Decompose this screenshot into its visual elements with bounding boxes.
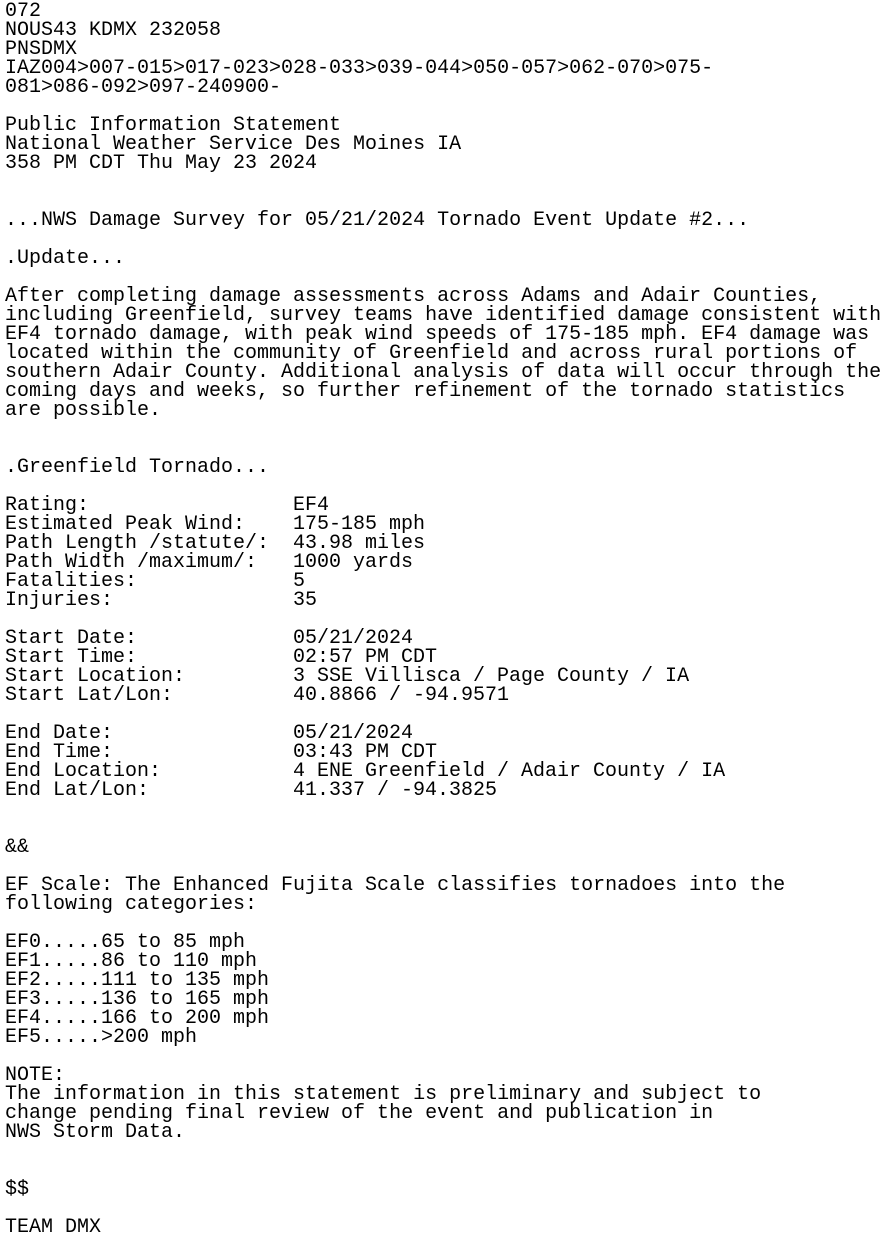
sequence-number: 072 bbox=[5, 0, 42, 23]
issuing-office: National Weather Service Des Moines IA bbox=[5, 133, 462, 156]
paragraph-line: located within the community of Greenfield and across rural portions of bbox=[5, 342, 858, 365]
blank-line bbox=[5, 1199, 885, 1218]
wmo-header: NOUS43 KDMX 232058 bbox=[5, 19, 222, 42]
blank-line bbox=[5, 705, 885, 724]
end-of-product-marker: $$ bbox=[5, 1178, 30, 1201]
note-line: The information in this statement is preliminary and subject to bbox=[5, 1083, 762, 1106]
field-label: Estimated Peak Wind: bbox=[5, 513, 246, 536]
ef-category: EF5.....>200 mph bbox=[5, 1026, 198, 1049]
field-label: Path Length /statute/: bbox=[5, 532, 270, 555]
field-label: Start Time: bbox=[5, 646, 138, 669]
ef-scale-intro-line: EF Scale: The Enhanced Fujita Scale classifies tornadoes into the bbox=[5, 874, 786, 897]
tornado-start-table bbox=[5, 629, 885, 705]
note-heading: NOTE: bbox=[5, 1064, 66, 1087]
ef-category: EF4.....166 to 200 mph bbox=[5, 1007, 270, 1030]
field-value: EF4 bbox=[293, 494, 330, 517]
field-value: 1000 yards bbox=[293, 551, 414, 574]
field-row-start-date bbox=[5, 629, 885, 648]
ugc-zones-line-1: IAZ004>007-015>017-023>028-033>039-044>050-057>062-070>075- bbox=[5, 57, 714, 80]
ef-category: EF0.....65 to 85 mph bbox=[5, 931, 246, 954]
paragraph-line: After completing damage assessments across Adams and Adair Counties, bbox=[5, 285, 822, 308]
ef-scale-intro-line: following categories: bbox=[5, 893, 258, 916]
ugc-zones-line-2: 081>086-092>097-240900- bbox=[5, 76, 282, 99]
section-separator: && bbox=[5, 836, 30, 859]
note-line: change pending final review of the event and publication in bbox=[5, 1102, 714, 1125]
awips-id: PNSDMX bbox=[5, 38, 78, 61]
tornado-end-table bbox=[5, 724, 885, 800]
field-label: End Lat/Lon: bbox=[5, 779, 150, 802]
blank-line bbox=[5, 1161, 885, 1180]
blank-line bbox=[5, 800, 885, 819]
field-value: 05/21/2024 bbox=[293, 627, 414, 650]
paragraph-line: EF4 tornado damage, with peak wind speeds of 175-185 mph. EF4 damage was bbox=[5, 323, 870, 346]
paragraph-line: including Greenfield, survey teams have identified damage consistent with bbox=[5, 304, 882, 327]
tornado-summary-table bbox=[5, 496, 885, 610]
field-value: 5 bbox=[293, 570, 306, 593]
blank-line bbox=[5, 420, 885, 439]
paragraph-line: coming days and weeks, so further refinement of the tornado statistics bbox=[5, 380, 846, 403]
paragraph-line: southern Adair County. Additional analysis of data will occur through the bbox=[5, 361, 882, 384]
update-paragraph bbox=[5, 287, 885, 420]
field-label: Injuries: bbox=[5, 589, 114, 612]
field-value: 40.8866 / -94.9571 bbox=[293, 684, 510, 707]
update-heading: .Update... bbox=[5, 247, 126, 270]
field-value: 41.337 / -94.3825 bbox=[293, 779, 498, 802]
field-label: Start Date: bbox=[5, 627, 138, 650]
field-value: 4 ENE Greenfield / Adair County / IA bbox=[293, 760, 726, 783]
blank-line bbox=[5, 230, 885, 249]
tornado-heading: .Greenfield Tornado... bbox=[5, 456, 270, 479]
field-label: End Date: bbox=[5, 722, 114, 745]
field-row-path-width bbox=[5, 553, 885, 572]
field-row-fatalities bbox=[5, 572, 885, 591]
field-row-injuries bbox=[5, 591, 885, 610]
field-value: 43.98 miles bbox=[293, 532, 426, 555]
field-value: 35 bbox=[293, 589, 318, 612]
paragraph-line: are possible. bbox=[5, 399, 162, 422]
field-label: Start Location: bbox=[5, 665, 186, 688]
field-label: Rating: bbox=[5, 494, 90, 517]
field-value: 03:43 PM CDT bbox=[293, 741, 438, 764]
blank-line bbox=[5, 477, 885, 496]
ef-scale-list bbox=[5, 933, 885, 1047]
field-label: End Time: bbox=[5, 741, 114, 764]
blank-line bbox=[5, 819, 885, 838]
field-row-end-date bbox=[5, 724, 885, 743]
blank-line bbox=[5, 610, 885, 629]
field-row-end-latlon bbox=[5, 781, 885, 800]
signature: TEAM DMX bbox=[5, 1216, 102, 1239]
field-value: 05/21/2024 bbox=[293, 722, 414, 745]
field-label: End Location: bbox=[5, 760, 162, 783]
blank-line bbox=[5, 1142, 885, 1161]
field-value: 175-185 mph bbox=[293, 513, 426, 536]
product-title: Public Information Statement bbox=[5, 114, 342, 137]
note-line: NWS Storm Data. bbox=[5, 1121, 186, 1144]
blank-line bbox=[5, 1047, 885, 1066]
field-value: 3 SSE Villisca / Page County / IA bbox=[293, 665, 690, 688]
issue-time: 358 PM CDT Thu May 23 2024 bbox=[5, 152, 318, 175]
blank-line bbox=[5, 173, 885, 192]
field-label: Start Lat/Lon: bbox=[5, 684, 174, 707]
ef-category: EF2.....111 to 135 mph bbox=[5, 969, 270, 992]
field-value: 02:57 PM CDT bbox=[293, 646, 438, 669]
ef-category: EF1.....86 to 110 mph bbox=[5, 950, 258, 973]
headline: ...NWS Damage Survey for 05/21/2024 Tornado Event Update #2... bbox=[5, 209, 750, 232]
field-row-start-latlon bbox=[5, 686, 885, 705]
ef-category: EF3.....136 to 165 mph bbox=[5, 988, 270, 1011]
field-label: Path Width /maximum/: bbox=[5, 551, 258, 574]
field-label: Fatalities: bbox=[5, 570, 138, 593]
